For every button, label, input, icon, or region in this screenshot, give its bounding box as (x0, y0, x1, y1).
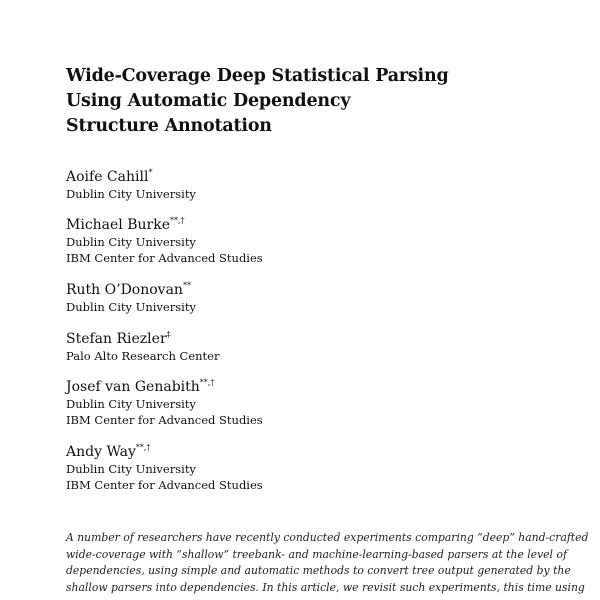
author-name: Ruth O’Donovan** (66, 281, 191, 298)
author-affiliation-marks: * (148, 168, 153, 177)
author-block (66, 216, 263, 266)
abstract-line: wide-coverage with “shallow” treebank- and machine-learning-based parsers at the level of (66, 547, 567, 561)
author-affiliation: IBM Center for Advanced Studies (66, 478, 263, 492)
author-affiliation: Dublin City University (66, 235, 196, 249)
title-line: Using Automatic Dependency (66, 91, 351, 111)
title-line: Structure Annotation (66, 116, 272, 136)
author-affiliation: Dublin City University (66, 462, 196, 476)
author-affiliation: IBM Center for Advanced Studies (66, 251, 263, 265)
author-block (66, 168, 196, 202)
author-block (66, 443, 263, 493)
abstract-line: shallow parsers into dependencies. In this article, we revisit such experiments, this time using (66, 580, 585, 594)
author-block (66, 281, 196, 315)
author-affiliation-marks: **,† (135, 443, 151, 452)
author-affiliation: Dublin City University (66, 300, 196, 314)
author-name: Aoife Cahill* (66, 168, 153, 185)
abstract (66, 530, 589, 596)
author-name: Michael Burke**,† (66, 216, 185, 233)
author-name: Stefan Riezler‡ (66, 330, 171, 347)
author-block (66, 330, 219, 364)
author-affiliation-marks: ‡ (166, 330, 171, 339)
author-affiliation: Dublin City University (66, 397, 196, 411)
paper-title (66, 64, 536, 139)
author-affiliation-marks: **,† (170, 216, 185, 225)
author-name: Andy Way**,† (66, 443, 151, 460)
author-name: Josef van Genabith**,† (66, 378, 215, 395)
author-affiliation: IBM Center for Advanced Studies (66, 413, 263, 427)
author-affiliation-marks: ** (182, 281, 191, 290)
abstract-line: dependencies, using simple and automatic methods to convert tree output generated by the (66, 564, 571, 577)
author-block (66, 378, 263, 428)
author-affiliation-marks: **,† (199, 378, 215, 387)
title-line: Wide-Coverage Deep Statistical Parsing (66, 66, 449, 86)
author-affiliation: Dublin City University (66, 187, 196, 201)
author-affiliation: Palo Alto Research Center (66, 349, 220, 363)
abstract-line: A number of researchers have recently conducted experiments comparing “deep” hand-crafted (66, 531, 589, 544)
